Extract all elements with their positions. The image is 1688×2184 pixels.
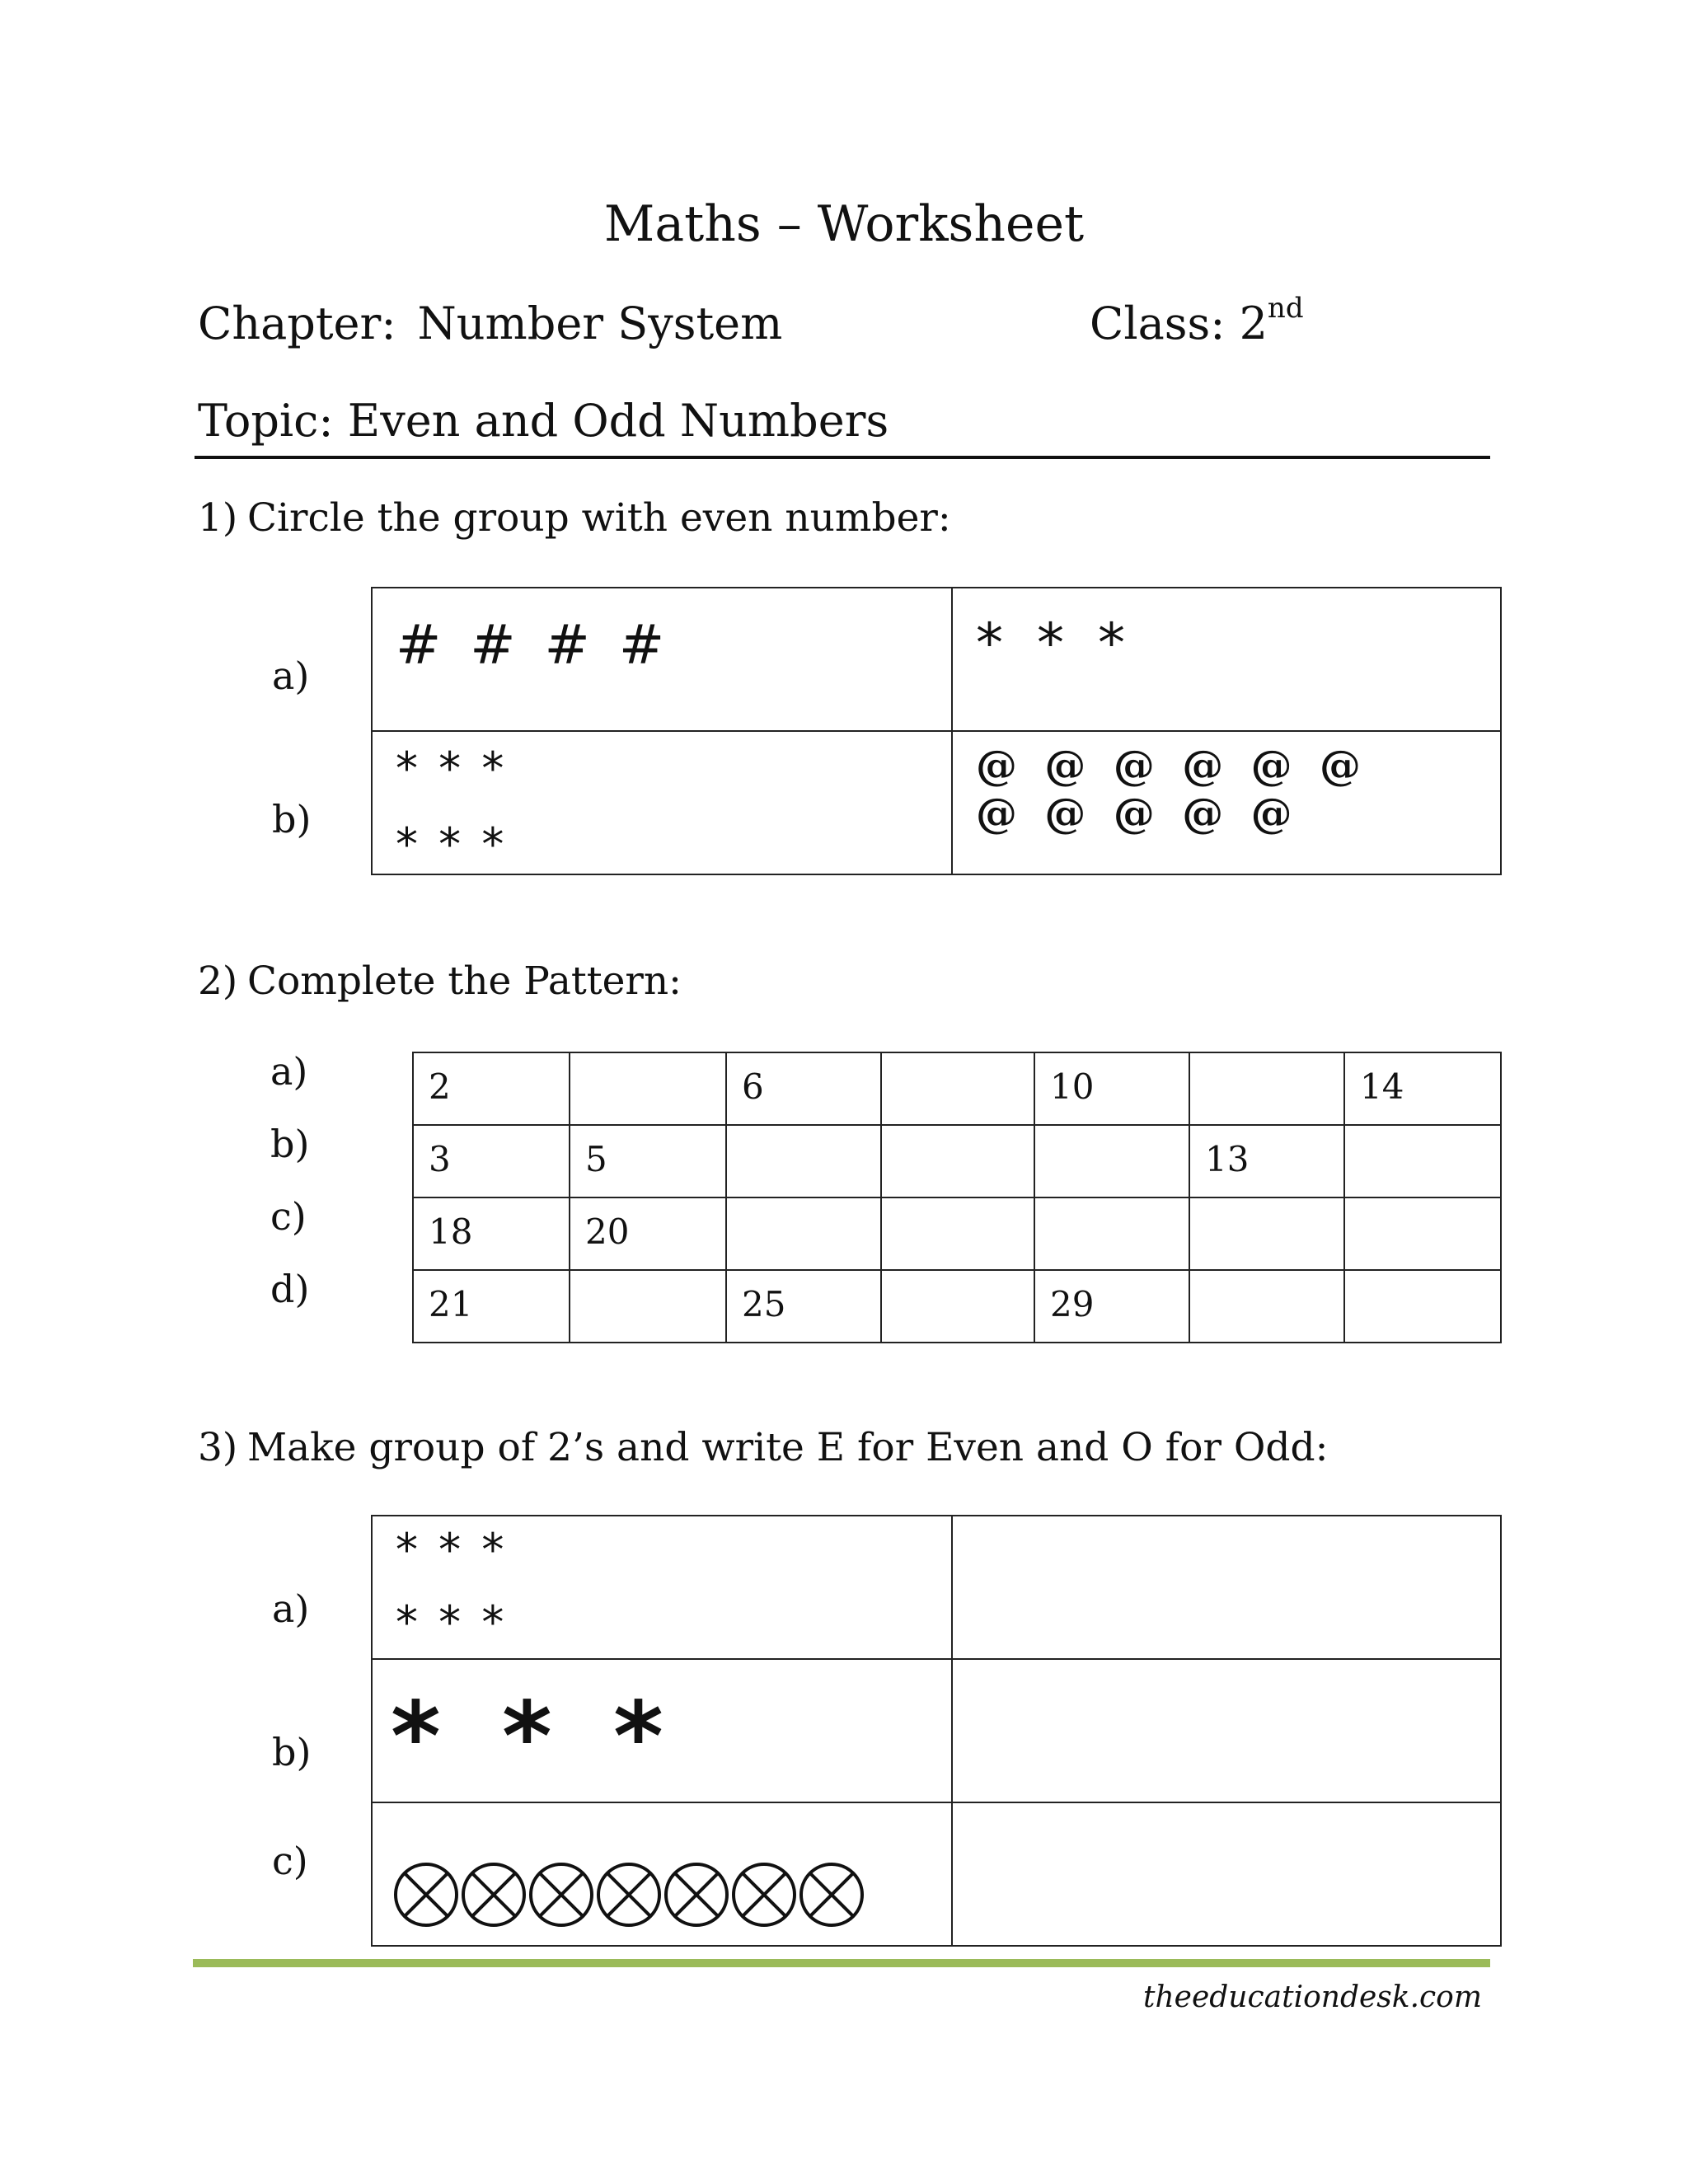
table-row <box>413 1270 1501 1343</box>
asterisk-group-line-2: * * * <box>396 818 504 870</box>
pattern-cell[interactable] <box>1189 1270 1344 1343</box>
worksheet-title: Maths – Worksheet <box>603 195 1085 253</box>
circled-x-icon <box>462 1863 526 1927</box>
pattern-cell[interactable] <box>1034 1197 1189 1270</box>
q3-cell-b-left <box>372 1659 952 1802</box>
question-1-text: Circle the group with even number: <box>247 495 951 541</box>
footer-divider <box>193 1959 1490 1967</box>
asterisk-group-line-1: * * * <box>396 743 504 794</box>
chapter-label: Chapter: <box>198 298 396 349</box>
pattern-cell[interactable] <box>881 1270 1034 1343</box>
asterisk-group: * * * <box>976 612 1125 675</box>
table-row <box>372 1802 1501 1946</box>
pattern-table <box>412 1052 1502 1343</box>
question-3 <box>198 1424 1328 1472</box>
q3-cell-c-left <box>372 1802 952 1946</box>
question-3-number: 3) <box>198 1425 238 1470</box>
circled-x-icon <box>394 1863 458 1927</box>
pattern-cell[interactable]: 6 <box>726 1052 881 1125</box>
q3-row-label-a: a) <box>272 1586 310 1631</box>
question-3-text: Make group of 2’s and write E for Even and O for Odd: <box>247 1425 1329 1470</box>
pattern-cell[interactable]: 10 <box>1034 1052 1189 1125</box>
class-line <box>1090 292 1304 351</box>
question-2 <box>198 958 682 1005</box>
pattern-cell[interactable] <box>1344 1270 1501 1343</box>
question-1-number: 1) <box>198 495 238 541</box>
q3-row-label-c: c) <box>272 1839 308 1883</box>
pattern-cell[interactable] <box>881 1052 1034 1125</box>
topic-line <box>198 394 889 448</box>
q2-row-label-a: a) <box>270 1049 308 1094</box>
circled-x-group <box>373 1803 951 1927</box>
asterisk-group-line-2: * * * <box>396 1596 504 1648</box>
chapter-value: Number System <box>417 298 783 349</box>
q3-cell-a-left <box>372 1516 952 1659</box>
pattern-cell[interactable] <box>570 1052 726 1125</box>
pattern-cell[interactable]: 25 <box>726 1270 881 1343</box>
pattern-cell[interactable] <box>881 1125 1034 1197</box>
table-row <box>372 731 1501 874</box>
pattern-cell[interactable]: 5 <box>570 1125 726 1197</box>
q1-cell-a-left[interactable] <box>372 588 952 731</box>
q2-row-label-d: d) <box>270 1267 310 1311</box>
circled-x-icon <box>597 1863 661 1927</box>
header-divider <box>195 456 1490 459</box>
pattern-cell[interactable] <box>1344 1197 1501 1270</box>
pattern-cell[interactable]: 13 <box>1189 1125 1344 1197</box>
pattern-cell[interactable]: 20 <box>570 1197 726 1270</box>
pattern-cell[interactable]: 18 <box>413 1197 570 1270</box>
q3-row-label-b: b) <box>272 1730 312 1774</box>
topic-label: Topic: <box>198 395 334 447</box>
circled-x-icon <box>529 1863 593 1927</box>
at-group-line-2: @ @ @ @ @ <box>976 789 1292 837</box>
topic-value: Even and Odd Numbers <box>347 395 889 447</box>
pattern-cell[interactable]: 2 <box>413 1052 570 1125</box>
circled-x-icon <box>732 1863 796 1927</box>
pattern-cell[interactable] <box>570 1270 726 1343</box>
class-suffix: nd <box>1267 292 1304 325</box>
q2-row-label-c: c) <box>270 1194 307 1239</box>
pattern-cell[interactable]: 3 <box>413 1125 570 1197</box>
at-group-line-1: @ @ @ @ @ @ <box>976 741 1362 790</box>
pattern-cell[interactable] <box>1189 1052 1344 1125</box>
pattern-cell[interactable]: 21 <box>413 1270 570 1343</box>
q3-table <box>371 1515 1502 1947</box>
pattern-cell[interactable] <box>881 1197 1034 1270</box>
asterisk-group-line-1: * * * <box>396 1524 504 1576</box>
class-label: Class: 2 <box>1090 298 1268 349</box>
q1-table <box>371 587 1502 875</box>
pattern-cell[interactable] <box>1344 1125 1501 1197</box>
q1-cell-b-left[interactable] <box>372 731 952 874</box>
large-asterisk-group: * * * <box>391 1681 663 1793</box>
q1-row-label-a: a) <box>272 654 310 698</box>
table-row <box>372 1516 1501 1659</box>
pattern-cell[interactable] <box>1034 1125 1189 1197</box>
question-1 <box>198 494 951 542</box>
footer-site: theeducationdesk.com <box>1142 1980 1482 2014</box>
hash-group: # # # # <box>396 613 665 677</box>
pattern-cell[interactable] <box>1189 1197 1344 1270</box>
table-row <box>413 1052 1501 1125</box>
pattern-cell[interactable]: 14 <box>1344 1052 1501 1125</box>
circled-x-icon <box>664 1863 729 1927</box>
q2-row-label-b: b) <box>270 1122 310 1166</box>
table-row <box>413 1125 1501 1197</box>
q1-cell-b-right[interactable] <box>952 731 1501 874</box>
question-2-text: Complete the Pattern: <box>247 958 682 1004</box>
q3-answer-cell-c[interactable] <box>952 1802 1501 1946</box>
q1-row-label-b: b) <box>272 797 312 841</box>
chapter-line <box>198 297 782 351</box>
circled-x-icon <box>799 1863 864 1927</box>
table-row <box>413 1197 1501 1270</box>
table-row <box>372 588 1501 731</box>
pattern-cell[interactable] <box>726 1125 881 1197</box>
q1-cell-a-right[interactable] <box>952 588 1501 731</box>
pattern-cell[interactable] <box>726 1197 881 1270</box>
pattern-cell[interactable]: 29 <box>1034 1270 1189 1343</box>
q3-answer-cell-b[interactable] <box>952 1659 1501 1802</box>
q3-answer-cell-a[interactable] <box>952 1516 1501 1659</box>
question-2-number: 2) <box>198 958 238 1004</box>
table-row <box>372 1659 1501 1802</box>
